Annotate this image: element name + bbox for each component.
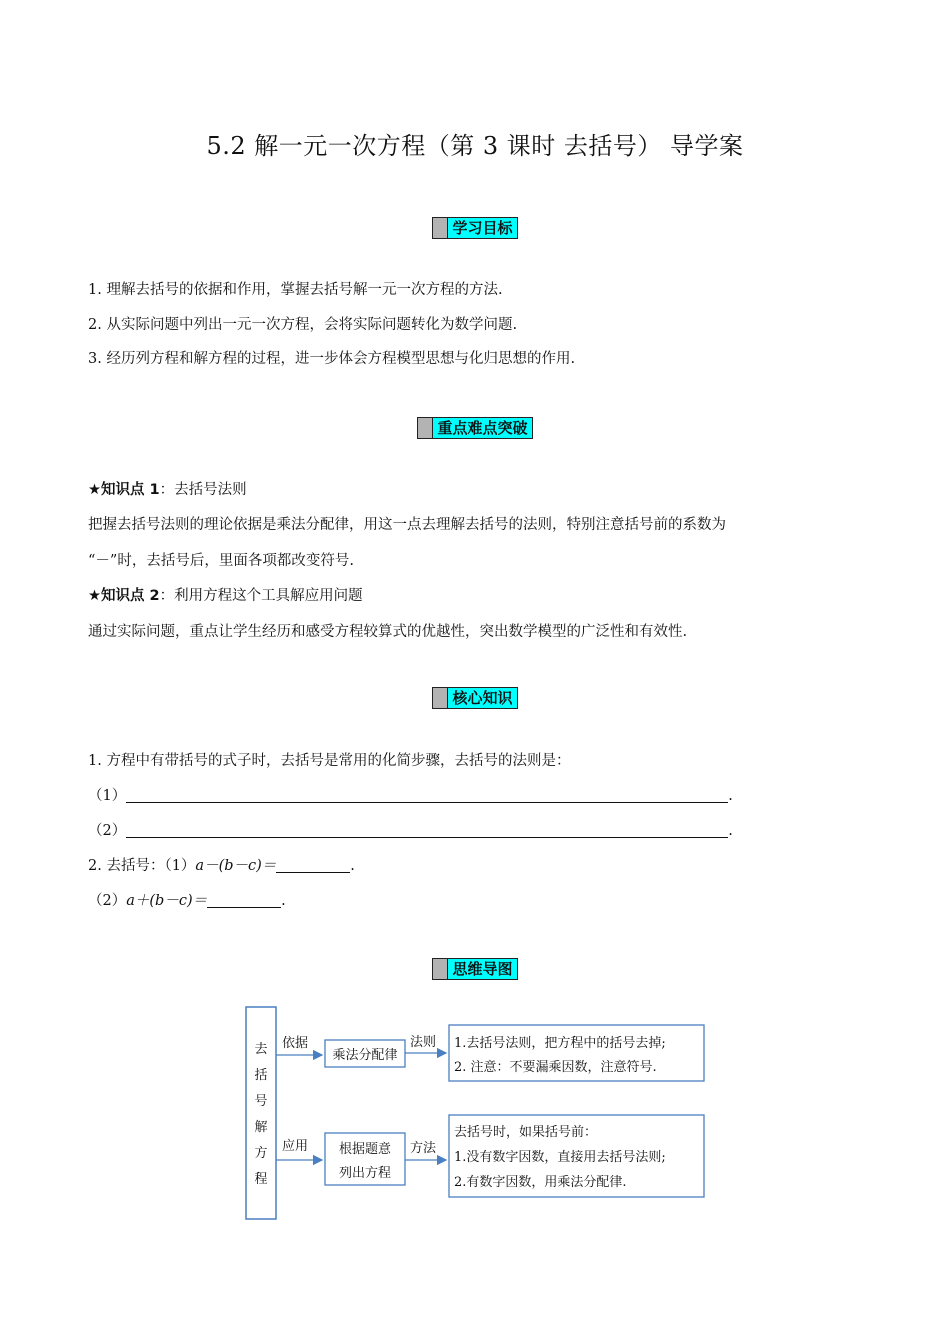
root-char: 方 [254,1146,268,1161]
kp1-title: ：去括号法则 [159,482,247,498]
q2-expression-2: a＋(b－c)＝ [126,893,208,909]
branch2-label: 应用 [282,1139,309,1154]
rule-line-2: 2. 注意：不要漏乘因数，注意符号. [454,1060,657,1075]
objective-item: 1. 理解去括号的依据和作用，掌握去括号解一元一次方程的方法. [88,282,503,298]
root-char: 程 [254,1172,268,1187]
objective-item: 3. 经历列方程和解方程的过程，进一步体会方程模型思想与化归思想的作用. [88,351,576,367]
section-label-keypoints: 重点难点突破 [433,418,531,438]
edge2-label: 方法 [410,1141,437,1156]
section-label-objectives: 学习目标 [448,218,516,238]
method-line-1: 去括号时，如果括号前： [454,1125,598,1140]
kp2-title: ：利用方程这个工具解应用问题 [159,588,363,604]
node2-line1: 根据题意 [338,1142,392,1157]
root-char: 解 [254,1120,268,1135]
branch1-label: 依据 [282,1036,309,1051]
end-dot: . [728,788,733,804]
core-question-1: 1. 方程中有带括号的式子时，去括号是常用的化简步骤，去括号的法则是： [88,753,571,769]
page-title: 5.2 解一元一次方程（第 3 课时 去括号） 导学案 [206,132,744,160]
objective-item: 2. 从实际问题中列出一元一次方程，会将实际问题转化为数学问题. [88,317,518,333]
end-dot: . [281,893,286,909]
kp1-text-a: 把握去括号法则的理论依据是乘法分配律，用这一点去理解去括号的法则，特别注意括号前的系数为 [88,517,726,533]
root-box [246,1007,276,1219]
root-char: 号 [254,1094,268,1109]
kp2-lead: ★知识点 2 [88,588,160,604]
node1-label: 乘法分配律 [332,1048,398,1063]
q2-prefix: 2. 去括号：（1） [88,858,196,874]
root-char: 括 [254,1068,268,1083]
kp1-lead: ★知识点 1 [88,482,160,498]
end-dot: . [728,823,733,839]
kp2-text: 通过实际问题，重点让学生经历和感受方程较算式的优越性，突出数学模型的广泛性和有效性. [88,624,688,640]
node2-line2: 列出方程 [338,1166,392,1181]
blank-label: （2） [88,823,127,839]
q2b-prefix: （2） [88,893,127,909]
section-label-core: 核心知识 [448,688,516,708]
end-dot: . [350,858,355,874]
method-line-2: 1.没有数字因数，直接用去括号法则; [454,1150,666,1165]
q2-expression-1: a－(b－c)＝ [195,858,277,874]
method-line-3: 2.有数字因数，用乘法分配律. [454,1175,627,1190]
rule-line-1: 1.去括号法则，把方程中的括号去掉; [454,1036,666,1051]
section-label-mindmap: 思维导图 [448,959,516,979]
root-char: 去 [254,1042,268,1057]
blank-label: （1） [88,788,127,804]
kp1-text-b: “－”时，去括号后，里面各项都改变符号. [88,553,354,569]
edge1-label: 法则 [410,1035,437,1050]
